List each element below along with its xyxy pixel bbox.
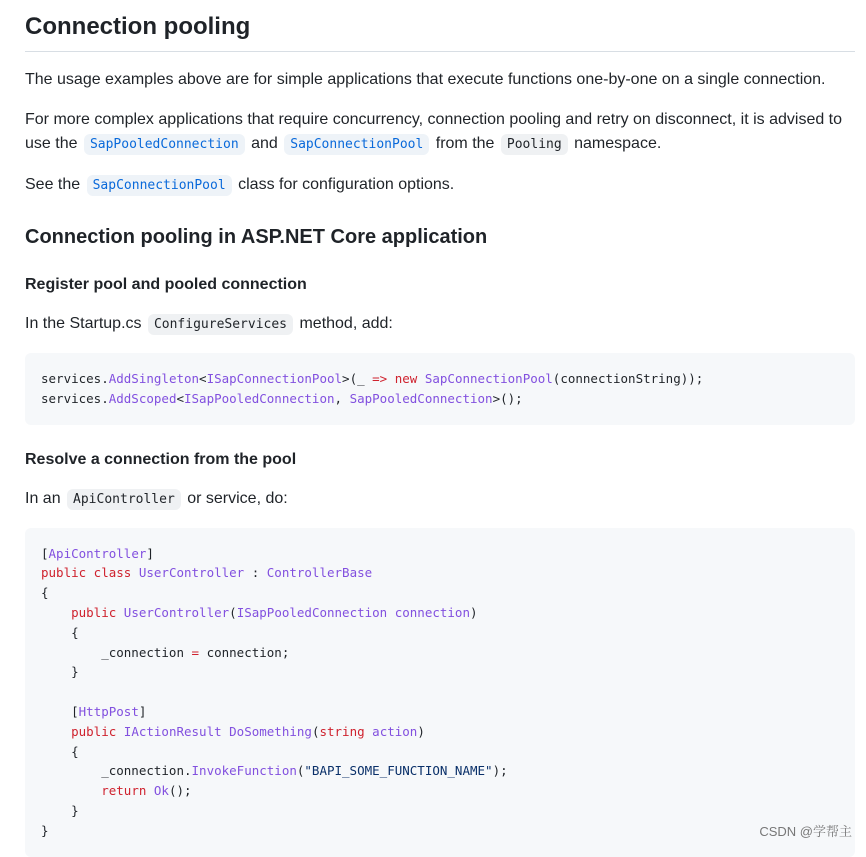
code-line (41, 662, 839, 682)
code-token: < (176, 390, 184, 406)
code-token: InvokeFunction (191, 763, 297, 779)
code-token: ISapPooledConnection connection (236, 604, 470, 620)
code-line (41, 369, 839, 389)
code-token: { (41, 624, 79, 640)
paragraph-usage (25, 68, 855, 92)
paragraph-complex (25, 108, 855, 157)
code-token: "BAPI_SOME_FUNCTION_NAME" (304, 763, 493, 779)
code-token: _connection (41, 644, 192, 660)
code-line (41, 742, 839, 762)
paragraph-see (25, 173, 855, 198)
code-token: ( (229, 604, 237, 620)
code-token: ControllerBase (266, 565, 373, 581)
inline-code: Pooling (501, 134, 568, 155)
section-heading: Connection pooling (25, 0, 855, 52)
code-line (41, 761, 839, 781)
code-line (41, 563, 839, 583)
code-token: } (41, 822, 49, 838)
code-token: { (41, 743, 79, 759)
code-token: services. (41, 390, 109, 406)
code-token (131, 565, 139, 580)
code-token: HttpPost (78, 703, 139, 719)
text-segment: class for configuration options. (233, 176, 455, 193)
code-line (41, 583, 839, 603)
code-token: ] (138, 703, 147, 719)
code-token: ( (296, 763, 305, 779)
text-segment: or service, do: (182, 489, 288, 507)
text-segment: See the (25, 176, 85, 193)
code-token: = (191, 644, 200, 660)
paragraph-controller (25, 487, 855, 512)
code-token: SapConnectionPool (424, 371, 553, 386)
code-token (41, 724, 71, 739)
text-segment: In an (25, 489, 66, 507)
code-token: AddScoped (108, 390, 177, 406)
code-token: string (319, 723, 365, 739)
text-segment: and (246, 135, 283, 152)
code-token: >(_ (342, 371, 373, 386)
code-token (417, 371, 425, 386)
code-token: ISapPooledConnection (184, 390, 335, 406)
code-token: UserController (138, 565, 245, 581)
code-token: : (244, 565, 267, 581)
inline-code: ConfigureServices (148, 314, 293, 335)
code-token: public (71, 723, 117, 739)
code-line (41, 722, 839, 742)
code-token: (connectionString)); (552, 371, 704, 386)
code-line (41, 623, 839, 643)
text-segment: from the (431, 135, 499, 152)
text-segment: method, add: (295, 315, 393, 332)
code-token: UserController (123, 604, 230, 620)
code-line (41, 801, 839, 821)
code-token (116, 605, 124, 620)
code-token: public class (41, 565, 132, 581)
code-line (41, 702, 839, 722)
code-token: action (372, 723, 418, 739)
code-token: } (41, 664, 79, 680)
code-block-controller[interactable] (25, 528, 855, 857)
code-token: } (41, 802, 79, 818)
code-token: IActionResult DoSomething (123, 723, 312, 739)
code-token: { (41, 585, 49, 601)
code-line (41, 781, 839, 801)
code-line (41, 643, 839, 663)
code-token: ); (492, 763, 508, 779)
code-token: ) (417, 723, 425, 739)
text-segment: namespace. (569, 135, 662, 152)
text-segment: For more complex applications that require concurrency, connection pooling and retry on disconnect, it is advised to use the (25, 111, 843, 152)
code-token: new (394, 371, 418, 386)
code-token: [ (41, 703, 79, 719)
text-segment: In the Startup.cs (25, 315, 146, 332)
code-token (116, 724, 124, 739)
code-token: services. (41, 371, 109, 386)
code-token: , (334, 390, 350, 406)
code-token: ( (311, 723, 320, 739)
inline-code: ApiController (67, 489, 181, 510)
code-token: >(); (492, 390, 523, 406)
code-token (387, 371, 395, 386)
code-token: ISapConnectionPool (206, 371, 343, 386)
code-token: _connection. (41, 763, 192, 779)
code-line (41, 821, 839, 841)
subheading-register: Register pool and pooled connection (25, 276, 307, 293)
code-token: < (199, 371, 207, 386)
code-token: (); (168, 783, 192, 799)
code-link[interactable]: SapConnectionPool (284, 134, 429, 155)
paragraph-startup (25, 312, 855, 337)
code-line (41, 389, 839, 409)
subheading-resolve: Resolve a connection from the pool (25, 450, 297, 468)
code-line (41, 682, 839, 702)
code-token: ApiController (48, 545, 147, 561)
code-token (41, 605, 71, 620)
text-segment: The usage examples above are for simple applications that execute functions one-by-one on a single connection. (25, 71, 826, 88)
subheading-aspnet: Connection pooling in ASP.NET Core application (25, 226, 488, 248)
code-link[interactable]: SapPooledConnection (84, 134, 245, 155)
code-token (41, 783, 101, 798)
code-token: ) (469, 604, 478, 620)
code-line (41, 603, 839, 623)
code-link[interactable]: SapConnectionPool (87, 175, 232, 196)
code-token: [ (41, 545, 49, 561)
code-token: connection; (199, 644, 290, 660)
code-block-register[interactable] (25, 353, 855, 425)
code-token: Ok (153, 783, 169, 799)
readme-section (25, 0, 855, 857)
code-token: return (101, 783, 147, 799)
code-token: SapPooledConnection (349, 390, 493, 406)
watermark: CSDN @学帮主 (759, 824, 852, 839)
code-token: public (71, 604, 117, 620)
code-token: => (372, 371, 388, 386)
code-token: ] (146, 545, 154, 561)
code-line (41, 544, 839, 564)
code-token (146, 783, 154, 798)
code-token: AddSingleton (108, 371, 200, 386)
